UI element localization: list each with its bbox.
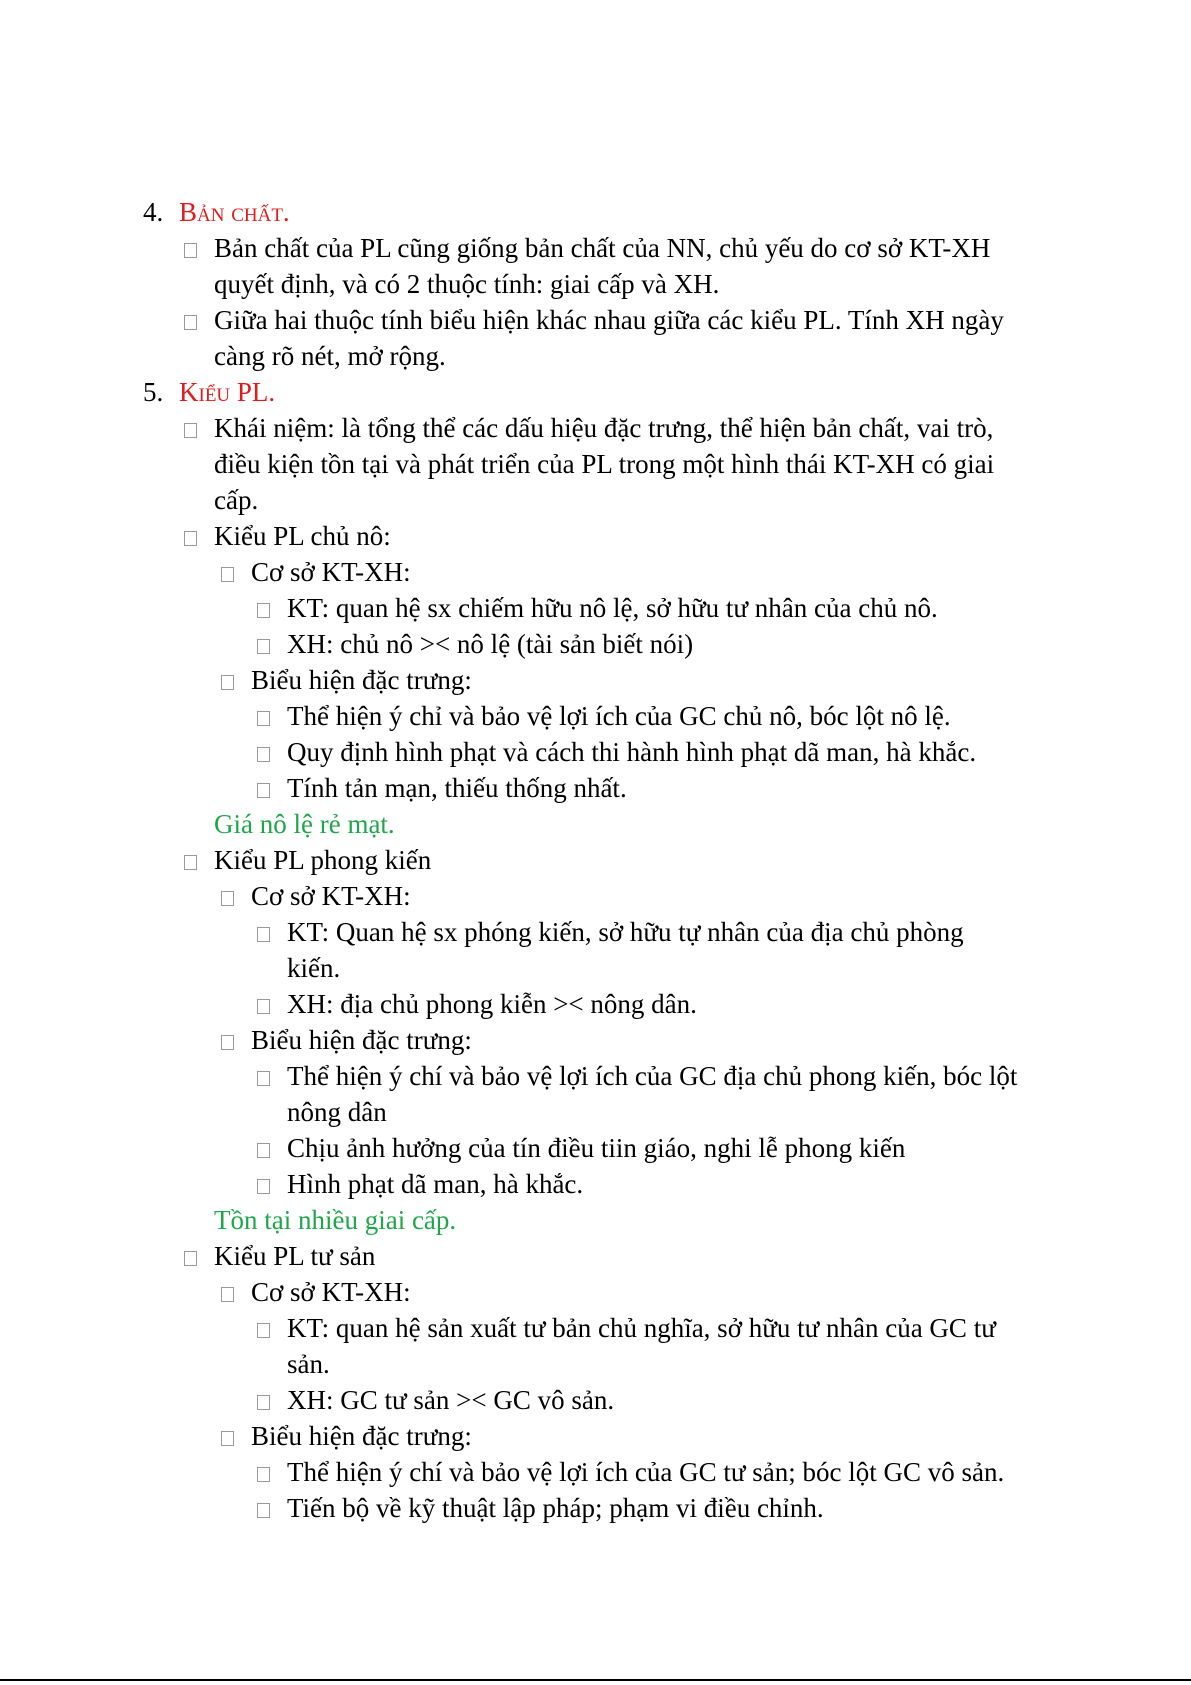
subsection-title: Biểu hiện đặc trưng: [251, 665, 472, 695]
concept-text: cấp. [214, 485, 259, 515]
bullet-text: Hình phạt dã man, hà khắc. [287, 1169, 584, 1199]
bullet-box-icon [257, 1503, 270, 1518]
list-item [184, 230, 990, 266]
list-item [257, 1382, 614, 1418]
list-item [184, 518, 391, 554]
bullet-box-icon [257, 1467, 270, 1482]
list-item [257, 1058, 1017, 1094]
bullet-box-icon [184, 423, 197, 438]
list-item [184, 410, 993, 446]
law-type-title: Kiểu PL tư sản [214, 1241, 376, 1271]
bullet-text: Giữa hai thuộc tính biểu hiện khác nhau giữa các kiểu PL. Tính XH ngày [214, 305, 1004, 335]
list-item [257, 1490, 824, 1526]
highlight-note: Giá nô lệ rẻ mạt. [214, 809, 395, 839]
law-type-title: Kiểu PL phong kiến [214, 845, 432, 875]
bullet-text: nông dân [287, 1097, 387, 1127]
subsection-title: Cơ sở KT-XH: [251, 557, 411, 587]
bullet-box-icon [221, 675, 234, 690]
bullet-box-icon [184, 1251, 197, 1266]
section-4-heading [143, 194, 290, 230]
bullet-box-icon [184, 243, 197, 258]
list-item [257, 698, 951, 734]
list-item [257, 590, 938, 626]
highlight-note: Tồn tại nhiều giai cấp. [214, 1205, 457, 1235]
bullet-text: Thể hiện ý chí và bảo vệ lợi ích của GC địa chủ phong kiến, bóc lột [287, 1061, 1018, 1091]
subsection-title: Cơ sở KT-XH: [251, 881, 411, 911]
list-item [257, 626, 693, 662]
bullet-text: Chịu ảnh hưởng của tín điều tiin giáo, nghi lễ phong kiến [287, 1133, 906, 1163]
bullet-box-icon [257, 1071, 270, 1086]
bullet-text: Quy định hình phạt và cách thi hành hình phạt dã man, hà khắc. [287, 737, 977, 767]
list-item [257, 1130, 905, 1166]
bullet-text: XH: chủ nô >< nô lệ (tài sản biết nói) [287, 629, 694, 659]
list-item [221, 662, 472, 698]
bullet-box-icon [184, 855, 197, 870]
list-item [257, 986, 697, 1022]
list-item [257, 1454, 1004, 1490]
section-5-title: Kiểu PL. [179, 377, 276, 407]
bullet-text: Tiến bộ về kỹ thuật lập pháp; phạm vi điều chỉnh. [287, 1493, 824, 1523]
subsection-title: Biểu hiện đặc trưng: [251, 1421, 472, 1451]
bullet-box-icon [257, 783, 270, 798]
bullet-box-icon [221, 1035, 234, 1050]
list-item [184, 842, 431, 878]
bullet-text: Bản chất của PL cũng giống bản chất của NN, chủ yếu do cơ sở KT-XH [214, 233, 991, 263]
list-item [221, 878, 411, 914]
list-item-continuation [214, 446, 994, 482]
section-5-number: 5. [143, 377, 164, 407]
list-item-continuation [214, 482, 258, 518]
bullet-text: càng rõ nét, mở rộng. [214, 341, 446, 371]
concept-text: Khái niệm: là tổng thể các dấu hiệu đặc trưng, thể hiện bản chất, vai trò, [214, 413, 994, 443]
bullet-text: sản. [287, 1349, 330, 1379]
concept-text: điều kiện tồn tại và phát triển của PL trong một hình thái KT-XH có giai [214, 449, 995, 479]
subsection-title: Biểu hiện đặc trưng: [251, 1025, 472, 1055]
bullet-box-icon [221, 1431, 234, 1446]
section-5-heading [143, 374, 275, 410]
bullet-box-icon [184, 315, 197, 330]
list-item [257, 914, 964, 950]
bullet-text: KT: quan hệ sx chiếm hữu nô lệ, sở hữu tư nhân của chủ nô. [287, 593, 938, 623]
section-4-number: 4. [143, 197, 164, 227]
bullet-box-icon [257, 1323, 270, 1338]
list-item [221, 554, 411, 590]
list-item [257, 1310, 996, 1346]
list-item-continuation [214, 338, 446, 374]
bullet-box-icon [221, 567, 234, 582]
list-item [221, 1418, 472, 1454]
page-bottom-divider [0, 1679, 1191, 1681]
list-item-continuation [287, 1094, 387, 1130]
bullet-text: XH: địa chủ phong kiễn >< nông dân. [287, 989, 697, 1019]
list-item-continuation [287, 1346, 330, 1382]
bullet-text: KT: Quan hệ sx phóng kiến, sở hữu tự nhân của địa chủ phòng [287, 917, 964, 947]
list-item [221, 1022, 472, 1058]
list-item-continuation [214, 266, 719, 302]
bullet-box-icon [257, 927, 270, 942]
list-item [257, 1166, 583, 1202]
subsection-title: Cơ sở KT-XH: [251, 1277, 411, 1307]
bullet-box-icon [257, 999, 270, 1014]
bullet-text: KT: quan hệ sản xuất tư bản chủ nghĩa, sở hữu tư nhân của GC tư [287, 1313, 996, 1343]
list-item [257, 770, 627, 806]
list-item-continuation [287, 950, 340, 986]
section-4-title: Bản chất. [179, 197, 290, 227]
bullet-box-icon [257, 1395, 270, 1410]
bullet-box-icon [221, 891, 234, 906]
bullet-text: Thể hiện ý chỉ và bảo vệ lợi ích của GC chủ nô, bóc lột nô lệ. [287, 701, 951, 731]
bullet-box-icon [257, 639, 270, 654]
law-type-title: Kiểu PL chủ nô: [214, 521, 391, 551]
bullet-box-icon [257, 1143, 270, 1158]
bullet-text: quyết định, và có 2 thuộc tính: giai cấp và XH. [214, 269, 720, 299]
list-item [184, 1238, 375, 1274]
bullet-text: Tính tản mạn, thiếu thống nhất. [287, 773, 627, 803]
bullet-box-icon [257, 603, 270, 618]
bullet-box-icon [184, 531, 197, 546]
list-item [184, 302, 1004, 338]
bullet-box-icon [257, 711, 270, 726]
bullet-text: kiến. [287, 953, 341, 983]
bullet-text: Thể hiện ý chí và bảo vệ lợi ích của GC tư sản; bóc lột GC vô sản. [287, 1457, 1005, 1487]
bullet-box-icon [257, 1179, 270, 1194]
list-item [221, 1274, 411, 1310]
bullet-text: XH: GC tư sản >< GC vô sản. [287, 1385, 615, 1415]
list-item [257, 734, 976, 770]
bullet-box-icon [257, 747, 270, 762]
bullet-box-icon [221, 1287, 234, 1302]
